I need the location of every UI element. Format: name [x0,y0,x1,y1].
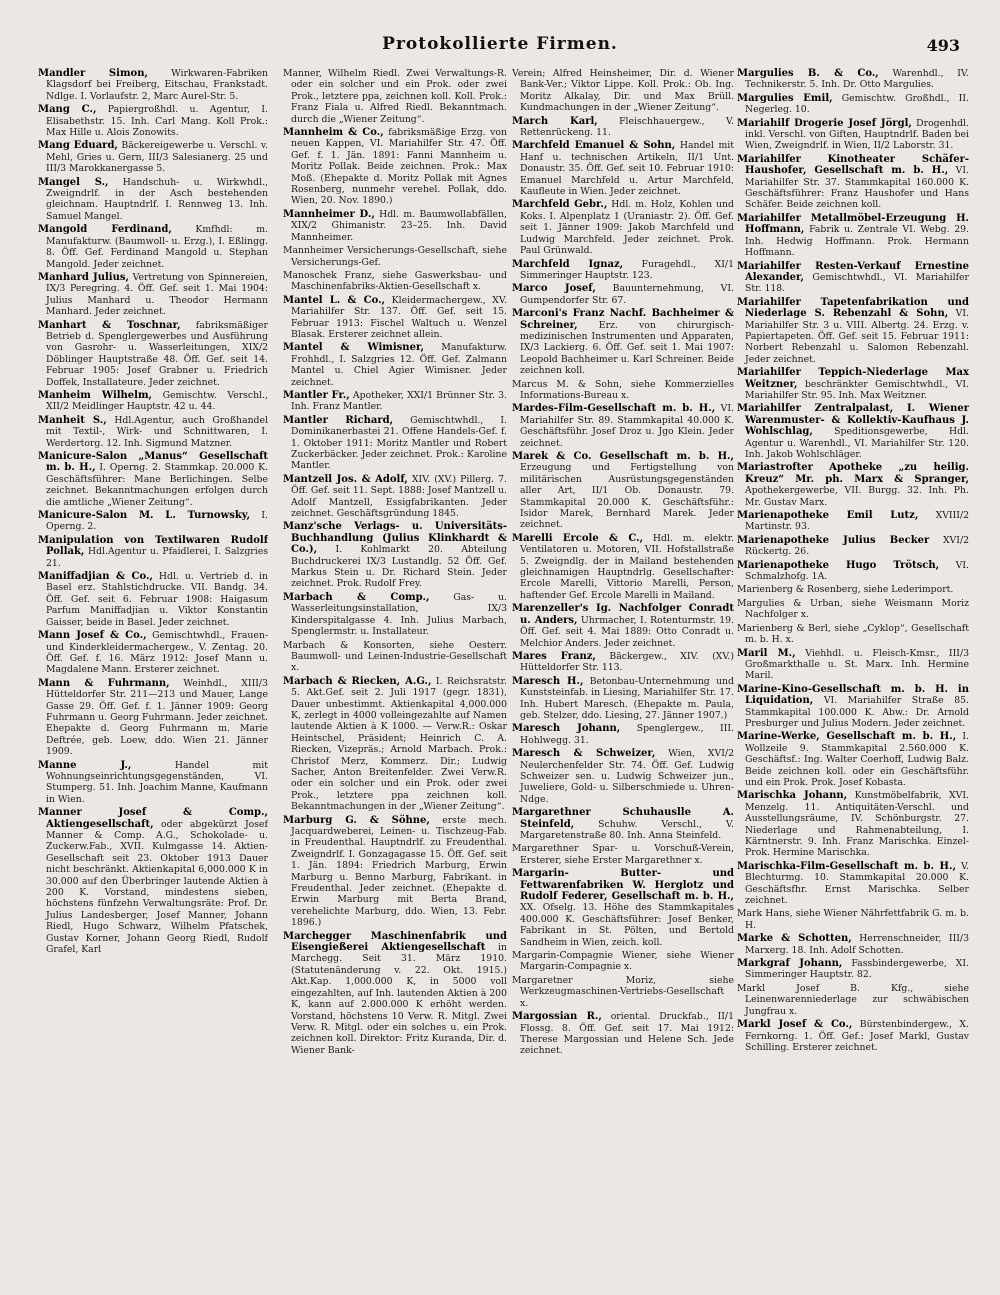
firm-name: Mariahilfer Tapetenfabrikation und Niederlage S. Rebenzahl & Sohn, [737,296,969,320]
firm-name: Mariahilfer Teppich-Niederlage Max Weitzner, [737,367,969,390]
firm-entry [283,676,507,813]
firm-name: Marischka Johann, [737,790,848,802]
firm-name: Mann Josef & Co., [38,630,147,642]
firm-entry [283,270,507,293]
firm-details: Spenglergew., III. Hohlwegg. 31. [520,723,734,746]
firm-details: Margarethner Spar- u. Vorschuß-Verein, Ersterer, siehe Erster Margarethner x. [512,843,734,866]
firm-name: Margulies B. & Co., [737,68,879,79]
firm-details: Gemischtw. Verschl., XII/2 Meidlinger Hauptstr. 42 u. 44. [46,389,268,413]
firm-name: Manicure-Salon „Manus“ Gesellschaft m. b. H., [38,451,268,474]
firm-entry [38,510,268,533]
firm-details: I. Operng. 2. Stammkap. 20.000 K. Geschäftsführer: Mane Berlichingen. Selbe zeichnet. Bekanntmachungen erfolgen durch die amtliche „Wiener Zeitung“. [46,462,268,508]
firm-entry [283,640,507,674]
firm-name: Marburg G. & Söhne, [283,814,430,826]
firm-entry [283,592,507,638]
firm-details: Gemischtwhdl., VI. Mariahilfer Str. 118. [745,271,969,295]
firm-details: Hdl. u. Vertrieb d. in Basel erz. Stahlstichdrucke. VII. Bandg. 34. Öff. Gef. seit 6. Februar 1908: Haigasum Parfum Maniffadjian u. Viktor Konstantin Gaisser, beide in Basel. Jeder zeichnet. [46,571,268,628]
firm-details: Erz. von chirurgisch-medizinischen Instrumenten und Apparaten, IX/3 Lackierg. 6. Öff. Gef. seit 1. Mai 1907: Leopold Bachheimer u. Karl Schreiner. Beide zeichnen koll. [520,319,734,377]
firm-details: Margaretner Moriz, siehe Werkzeugmaschinen-Vertriebs-Gesellschaft x. [512,974,734,1009]
firm-details: Bäckereigewerbe u. Verschl. v. Mehl, Gries u. Gern, III/3 Salesianerg. 25 und III/3 Marokkanergasse 5. [46,140,268,175]
firm-details: Kmfhdl: m. Manufakturw. (Baumwoll- u. Erzg.), I. Eßlingg. 8. Öff. Gef. Ferdinand Mangold u. Stephan Mangold. Jeder zeichnet. [46,224,268,270]
firm-details: Drogenhdl. inkl. Verschl. von Giften, Hauptndrlf. Baden bei Wien, Zweigndrlf. in Wien, II/2 Laborstr. 31. [745,117,969,152]
firm-entry [737,1019,969,1053]
firm-entry [512,975,734,1009]
firm-entry [512,807,734,841]
firm-name: Mann & Fuhrmann, [38,677,170,689]
firm-details: Uhrmacher, I. Rotenturmstr. 19. Öff. Gef. seit 4. Mai 1889: Otto Conradt u. Melchior Anders. Jeder zeichnet. [520,614,734,649]
firm-details: VI. Mariahilfer Str. 89. Stammkapital 40.000 K. Geschäftsführ. Josef Droz u. Jgo Klein. Jeder zeichnet. [520,403,734,449]
firm-name: Marelli Ercole & C., [512,532,644,544]
firm-details: Manner, Wilhelm Riedl. Zwei Verwaltungs-R. oder ein solcher und ein Prok. oder zwei Prok., letztere ppa, zeichnen koll. Koll. Prok.: Franz Fiala u. Alfred Riedl. Bekanntmach. durch die „Wiener Zeitung“. [283,68,507,125]
column-3 [512,68,734,1278]
firm-entry [737,933,969,956]
firm-entry [512,259,734,282]
firm-entry [38,177,268,223]
firm-entry [737,861,969,907]
firm-name: Mangel S., [38,176,109,188]
firm-name: Marischka-Film-Gesellschaft m. b. H., [737,860,956,872]
firm-name: Marbach & Riecken, A.G., [283,675,432,687]
firm-name: Marine-Kino-Gesellschaft m. b. H. in Liquidation, [737,683,969,707]
firm-name: Manne J., [38,759,132,771]
firm-entry [737,731,969,788]
firm-name: Marconi's Franz Nachf. Bachheimer & Schreiner, [512,308,734,331]
firm-name: Mariahilfer Metallmöbel-Erzeugung H. Hoffmann, [737,212,969,236]
firm-entry [512,603,734,649]
firm-name: Marienapotheke Hugo Trötsch, [737,559,940,571]
firm-entry [38,415,268,449]
firm-details: Hdl. m. Holz, Kohlen und Koks. I. Alpenplatz 1 (Uraniastr. 2). Öff. Gef. seit 1. Jänner 1909: Jakob Marchfeld und Ludwig Marchfeld. Jeder zeichnet. Prok. Paul Grünwald. [520,199,734,257]
firm-details: Hdl.Agentur u. Pfaidlerei, I. Salzgries 21. [46,546,268,569]
firm-details: Mannheimer Versicherungs-Gesellschaft, siehe Versicherungs-Gef. [283,245,507,268]
firm-name: Maresch & Schweizer, [512,748,656,760]
firm-name: Marke & Schotten, [737,933,852,945]
firm-name: Manhart & Toschnar, [38,319,181,331]
firm-entry [38,104,268,138]
firm-details: Kleidermachergew., XV. Mariahilfer Str. 137. Öff. Gef. seit 15. Februar 1913: Fischel Waltuch u. Wenzel Blasak. Ersterer zeichnet allein. [291,294,507,340]
firm-details: Marienberg & Berl, siehe „Cyklop“, Gesellschaft m. b. H. x. [737,622,969,646]
firm-name: Mang C., [38,104,97,116]
firm-details: Marienberg & Rosenberg, siehe Lederimport. [737,584,954,596]
firm-entry [737,261,969,295]
firm-entry [737,648,969,682]
firm-name: Mariahilfer Zentralpalast, I. Wiener Warenmuster- & Kollektiv-Kaufhaus J. Wohlschlag, [737,403,969,438]
firm-name: Mariahilfer Resten-Verkauf Ernestine Alexander, [737,260,969,283]
firm-details: Wien, XVI/2 Neulerchenfelder Str. 74. Öff. Gef. Ludwig Schweizer sen. u. Ludwig Schweizer jun., Juweliere, Gold- u. Silberschmiede u. Uhren-Ndge. [520,748,734,805]
firm-entry [512,379,734,402]
firm-details: Apotheker, XXI/1 Brünner Str. 3. Inh. Franz Mantler. [291,389,507,413]
firm-name: Mariastrofter Apotheke „zu heilig. Kreuz“ Mr. ph. Marx & Spranger, [737,462,969,485]
firm-details: Hdl. m. elektr. Ventilatoren u. Motoren, VII. Hofstallstraße 5. Zweigndlg. der in Mailand bestehenden gleichnamigen Hauptndrlg. Gesellschafter: Ercole Marelli, Vittorio Marelli, Person, haftender Gef. Ercole Marelli in Mailand. [520,532,734,601]
firm-name: Marchegger Maschinenfabrik und Eisengießerei Aktiengesellschaft [283,930,507,954]
firm-details: Gemischtw. Großhdl., II. Negerleg. 10. [745,92,969,116]
firm-details: Verein; Alfred Heinsheimer, Dir. d. Wiener Bank-Ver.; Viktor Lippe. Koll. Prok.: Ob. Ing. Moritz Alkalay, Dir. und Max Brüll. Kundmachungen in der „Wiener Zeitung“. [512,68,734,114]
firm-entry [283,815,507,929]
firm-details: Speditionsgewerbe, Hdl. Agentur u. Warenhdl., VI. Mariahilfer Str. 120. Inh. Jakob Wohlschläger. [745,426,969,460]
firm-name: Maresch Johann, [512,723,621,735]
firm-entry [283,245,507,268]
page-title: Protokollierte Firmen. [382,34,618,54]
firm-entry [283,295,507,341]
firm-entry [737,684,969,730]
firm-name: Mantzell Jos. & Adolf, [283,473,408,485]
firm-details: I. Reichsratstr. 5. Akt.Gef. seit 2. Juli 1917 (gegr. 1831), Dauer unbestimmt. Aktienkapital 4,000.000 K, zerlegt in 4000 volleingezahlte auf Namen lautende Aktien à K 1000. — Verw.R.: Oskar Heintschel, Präsident; Heinrich C. A. Riecken, Vizepräs.; Arnold Marbach. Prok.: Christof Merz, Kommerz. Dir.; Ludwig Sacher, Anton Breitenfelder. Zwei Verw.R. oder ein solcher und ein Prok. oder zwei Prok., letztere ppa zeichnen koll. Bekanntmachungen in der „Wiener Zeitung“. [291,675,507,813]
firm-name: Mantel & Wimisner, [283,342,424,354]
firm-entry [737,462,969,508]
firm-details: VI. Mariahilfer Str. 3 u. VIII. Albertg. 24. Erzg. v. Papiertapeten. Öff. Gef. seit 15. Februar 1911: Norbert Rebenzahl u. Salomon Rebenzahl. Jeder zeichnet. [745,308,969,365]
firm-details: beschränkter Gemischtwhdl., VI. Mariahilfer Str. 95. Inh. Max Weitzner. [745,378,969,401]
firm-details: Erzeugung und Fertigstellung von militärischen Ausrüstungsgegenständen aller Art, II/1 Ob. Donaustr. 79. Stammkapital 20.000 K. Geschäftsführ.: Isidor Marek, Bernhard Marek. Jeder zeichnet. [520,462,734,531]
firm-details: Handel mit Hanf u. technischen Artikeln, II/1 Unt. Donaustr. 35. Öff. Gef. seit 10. Februar 1910: Emanuel Marchfeld u. Artur Marchfeld, Kaufleute in Wien. Jeder zeichnet. [520,140,734,198]
firm-details: Manoschek Franz, siehe Gaswerksbau- und Maschinenfabriks-Aktien-Gesellschaft x. [283,269,507,293]
firm-details: Warenhdl., IV. Technikerstr. 5. Inh. Dr. Otto Margulies. [745,68,969,91]
firm-name: Mantler Fr., [283,389,350,401]
firm-entry [512,651,734,674]
firm-name: Marine-Werke, Gesellschaft m. b. H., [737,731,957,743]
firm-details: VI. Schmalzhofg. 1A. [745,559,969,583]
firm-entry [737,118,969,152]
firm-name: Maniffadjian & Co., [38,571,153,583]
firm-entry [38,451,268,508]
firm-details: fabriksmäßige Erzg. von neuen Kappen, VI. Mariahilfer Str. 47. Öff. Gef. f. 1. Jän. 1891: Fanni Mannheim u. Moritz Pollak. Beide zeichnen. Prok.: Max Moß. (Ehepakte d. Moritz Pollak mit Agnes Rosenberg, nunmehr verehel. Pollak, ddo. Wien, 20. Nov. 1890.) [291,127,507,207]
firm-details: XX. Ofselg. 13. Höhe des Stammkapitales 400.000 K. Geschäftsführer: Josef Benker, Fabrikant in St. Pölten, und Bertold Sandheim in Wien, zeich. koll. [520,902,734,948]
firm-details: Fabrik u. Zentrale VI. Webg. 29. Inh. Hedwig Hoffmann. Prok. Hermann Hoffmann. [745,224,969,259]
firm-name: Mardes-Film-Gesellschaft m. b. H., [512,403,716,415]
firm-details: Manufakturw. Frohhdl., I. Salzgries 12. Öff. Gef. Zalmann Mantel u. Chiel Agier Wimisner. Jeder zeichnet. [291,342,507,388]
firm-entry [512,403,734,449]
firm-entry [512,116,734,139]
firm-entry [38,678,268,758]
firm-details: Handschuh- u. Wirkwhdl., Zweigndrlf. in der Asch bestehenden gleichnam. Hauptndrlf. I. Rennweg 13. Inh. Samuel Mangel. [46,176,268,222]
firm-details: Viehhdl. u. Fleisch-Kmsr., III/3 Großmarkthalle u. St. Marx. Inh. Hermine Maril. [745,647,969,682]
column-4 [737,68,969,1278]
page-number: 493 [926,36,960,55]
firm-entry [283,342,507,388]
firm-name: Margarethner Schuhauslle A. Steinfeld, [512,807,734,830]
firm-name: Marbach & Comp., [283,591,430,603]
firm-name: Marco Josef, [512,283,596,295]
firm-entry [38,320,268,388]
firm-entry [38,272,268,318]
firm-entry [737,790,969,858]
firm-details: Hdl.Agentur, auch Großhandel mit Textil-, Wirk- und Schnittwaren, I. Werdertorg. 12. Inh. Sigmund Matzner. [46,414,268,449]
firm-name: Marenzeller's Ig. Nachfolger Conradt u. Anders, [512,603,734,626]
firm-details: VI. Mariahilfer Straße 85. Stammkapital 100.000 K. Abw.: Dr. Arnold Presburger und Julius Modern. Jeder zeichnet. [745,695,969,729]
firm-details: XVIII/2 Martinstr. 93. [745,510,969,533]
firm-entry [38,390,268,413]
firm-details: Bäckergew., XIV. (XV.) Hütteldorfer Str. 113. [520,650,734,674]
firm-name: Manner Josef & Comp., Aktiengesellschaft, [38,807,268,830]
firm-details: Schuhw. Verschl., V. Margaretenstraße 80. Inh. Anna Steinfeld. [520,818,734,841]
firm-details: V. Blechturmg. 10. Stammkapital 20.000 K. Geschäftsfhr. Ernst Marischka. Selber zeichnet. [745,860,969,907]
firm-name: Mandler Simon, [38,68,148,79]
firm-name: Mangold Ferdinand, [38,224,172,236]
firm-entry [512,868,734,948]
firm-entry [737,93,969,116]
firm-details: Fassbindergewerbe, XI. Simmeringer Hauptstr. 82. [745,958,969,981]
firm-details: Herrenschneider, III/3 Marxerg. 18. Inh. Adolf Schotten. [745,933,969,956]
firm-name: Manheim Wilhelm, [38,389,153,401]
firm-details: Apothekergewerbe, VII. Burgg. 32. Inh. Ph. Mr. Gustav Marx. [745,485,969,508]
firm-details: I. Kohlmarkt 20. Abteilung Buchdruckerei IX/3 Lustandlg. 52 Öff. Gef. Markus Stein u. Dr. Richard Stein. Jeder zeichnet. Prok. Rudolf Frey. [291,544,507,590]
firm-details: Mark Hans, siehe Wiener Nährfettfabrik G. m. b. H. [737,908,969,931]
firm-entry [283,931,507,1056]
firm-entry [283,474,507,520]
firm-entry [38,571,268,628]
firm-details: Gemischtwhdl., I. Dominikanerbastei 21. Offene Handels-Gef. f. 1. Oktober 1911: Moritz Mantler und Robert Zuckerbäcker. Jeder zeichnet. Prok.: Karoline Mantler. [291,414,507,472]
firm-entry [737,510,969,533]
firm-details: Bauunternehmung, VI. Gumpendorfer Str. 67. [520,283,734,306]
firm-details: Weinhdl., XIII/3 Hütteldorfer Str. 211—213 und Mauer, Lange Gasse 29. Öff. Gef. f. 1. Jänner 1909: Georg Fuhrmann u. Georg Fuhrmann. Jeder zeichnet. Ehepakte d. Georg Fuhrmann m. Marie Deftrée, geb. Loew, ddo. Wien 21. Jänner 1909. [46,677,268,758]
firm-name: Maresch H., [512,675,584,687]
firm-name: Manz'sche Verlags- u. Universitäts-Buchhandlung (Julius Klinkhardt & Co.), [283,521,507,556]
firm-name: Manipulation von Textilwaren Rudolf Pollak, [38,534,268,558]
firm-entry [737,560,969,583]
firm-entry [737,403,969,460]
firm-entry [512,676,734,722]
firm-details: Papiergroßhdl. u. Agentur, I. Elisabethstr. 15. Inh. Carl Mang. Koll Prok.: Max Hille u. Alois Zonowits. [46,104,268,139]
firm-name: Mariahilfer Kinotheater Schäfer-Haushofer, Gesellschaft m. b. H., [737,153,969,177]
firm-details: oriental. Druckfab., II/1 Flossg. 8. Öff. Gef. seit 17. Mai 1912: Therese Margossian und Helene Sch. Jede zeichnet. [520,1011,734,1057]
firm-entry [737,68,969,91]
firm-details: Marcus M. & Sohn, siehe Kommerzielles Informations-Bureau x. [512,378,734,401]
firm-details: Hdl. m. Baumwollabfällen, XIX/2 Ghimanistr. 23–25. Inh. David Mannheimer. [291,208,507,243]
firm-entry [737,598,969,621]
firm-entry [737,623,969,646]
column-2 [283,68,507,1278]
firm-details: Gas- u. Wasserleitungsinstallation, IX/3 Kinderspitalgasse 4. Inh. Julius Marbach, Spenglermstr. u. Installateur. [291,591,507,638]
firm-details: Marbach & Konsorten, siehe Oesterr. Baumwoll- und Leinen-Industrie-Gesellschaft x. [283,639,507,674]
firm-entry [512,843,734,866]
firm-entry [283,68,507,125]
firm-name: Mantler Richard, [283,414,394,426]
firm-name: Marienapotheke Julius Becker [737,534,930,546]
firm-name: March Karl, [512,115,598,127]
firm-name: Manhard Julius, [38,271,129,283]
firm-entry [512,140,734,197]
firm-entry [737,958,969,981]
firm-name: Mannheim & Co., [283,127,384,139]
firm-entry [283,390,507,413]
firm-details: Margarin-Compagnie Wiener, siehe Wiener Margarin-Compagnie x. [512,950,734,973]
firm-details: Markl Josef B. Kfg., siehe Leinenwarenniederlage zur schwäbischen Jungfrau x. [737,982,969,1017]
firm-entry [512,723,734,746]
firm-entry [737,213,969,259]
firm-name: Mantel L. & Co., [283,294,386,306]
firm-entry [512,283,734,306]
firm-name: Margarin- Butter- und Fettwarenfabriken W. Herglotz und Rudolf Federer, Gesellschaft m. b. H., [512,868,734,903]
firm-entry [283,127,507,207]
firm-entry [737,154,969,211]
firm-name: Marchfeld Gebr., [512,199,608,211]
firm-details: erste mech. Jacquardweberei, Leinen- u. Tischzeug-Fab. in Freudenthal. Hauptndrlf. zu Freudenthal. Zweigndrlf. I. Gonzagagasse 15. Öff. Gef. seit 1. Jän. 1894: Friedrich Marburg, Erwin Marburg u. Benno Marburg, Fabrikant. in Freudenthal. Jeder zeichnet. (Ehepakte d. Erwin Marburg mit Berta Brand, verehelichte Marburg, ddo. Wien, 13. Febr. 1896.) [291,814,507,929]
firm-entry [283,521,507,589]
firm-entry [38,535,268,569]
firm-name: Marchfeld Ignaz, [512,258,624,270]
firm-entry [512,68,734,114]
firm-entry [512,950,734,973]
firm-details: Gemischtwhdl., Frauen- und Kinderkleidermachergew., V. Zentag. 20. Öff. Gef. f. 16. März 1912: Josef Mann u. Magdalene Mann. Ersterer zeichnet. [46,630,268,676]
firm-entry [38,140,268,174]
firm-entry [512,533,734,601]
firm-name: Mares Franz, [512,650,596,662]
firm-name: Marek & Co. Gesellschaft m. b. H., [512,451,734,462]
firm-details: Wirkwaren-Fabriken Klagsdorf bei Freiberg, Eitschau, Frankstadt. Ndlge. I. Vorlaufstr. 2, Marc Aurel-Str. 5. [46,68,268,102]
firm-name: Margulies Emil, [737,92,833,104]
firm-name: Markl Josef & Co., [737,1019,853,1031]
firm-details: VI. Mariahilfer Str. 37. Stammkapital 160.000 K. Geschäftsführer: Franz Haushofer und Hans Schäfer. Beide zeichnen koll. [745,165,969,211]
firm-name: Mannheimer D., [283,208,375,220]
firm-entry [737,297,969,365]
firm-entry [512,1011,734,1057]
firm-entry [38,630,268,676]
firm-name: Markgraf Johann, [737,958,843,970]
firm-details: in Marchegg. Seit 31. März 1910. (Statutenänderung v. 22. Okt. 1915.) Akt.Kap. 1,000.000 K, in 5000 voll eingezahlten, auf Inh. lautenden Aktien à 200 K, kann auf 2.000.000 K erhöht werden. Vorstand, höchstens 10 Verw. R. Mitgl. Zwei Verw. R. Mitgl. oder ein solches u. ein Prok. zeichnen koll. Direktor: Fritz Kuranda, Dir. d. Wiener Bank- [291,942,507,1056]
firm-entry [38,807,268,955]
firm-entry [737,983,969,1017]
firm-details: XVI/2 Rückertg. 26. [745,534,969,558]
firm-name: Margossian R., [512,1011,602,1023]
firm-details: I. Operng. 2. [46,510,268,533]
firm-details: Bürstenbindergew., X. Fernkorng. 1. Öff. Gef.: Josef Markl, Gustav Schilling. Ersterer zeichnet. [745,1019,969,1053]
firm-entry [283,415,507,472]
column-1 [38,68,268,1278]
firm-entry [512,308,734,376]
firm-entry [512,451,734,531]
firm-entry [512,748,734,805]
firm-name: Mang Eduard, [38,140,118,152]
firm-entry [38,760,268,806]
firm-name: Marienapotheke Emil Lutz, [737,510,919,522]
firm-entry [737,535,969,558]
firm-details: Furagehdl., XI/1 Simmeringer Hauptstr. 123. [520,258,734,281]
firm-details: oder abgekürzt Josef Manner & Comp. A.G., Schokolade- u. Zuckerw.Fab., XVII. Kulmgasse 14. Aktien-Gesellschaft seit 23. Oktober 1913 Dauer nicht beschränkt. Aktienkapital 6,000.000 K in 30.000 auf den Überbringer lautende Aktien à 200 K. Vorstand, mindestens sieben, höchstens fünfzehn Verwaltungsräte: Prof. Dr. Julius Landesberger, Josef Manner, Johann Riedl, Hugo Schwarz, Wilhelm Pfatschek, Gustav Korner, Johann Georg Riedl, Rudolf Grafel, Karl [46,818,268,956]
firm-name: Mariahilf Drogerie Josef Jörgl, [737,117,912,129]
firm-name: Marchfeld Emanuel & Sohn, [512,140,676,152]
firm-name: Manheit S., [38,414,107,426]
firm-entry [512,199,734,256]
firm-details: Vertretung von Spinnereien, IX/3 Peregring. 4. Öff. Gef. seit 1. Mai 1904: Julius Manhard u. Theodor Hermann Manhard. Jeder zeichnet. [46,271,268,318]
firm-entry [737,367,969,401]
firm-entry [38,68,268,102]
firm-entry [283,209,507,243]
firm-details: I. Wollzeile 9. Stammkapital 2.560.000 K. Geschäftsf.: Ing. Walter Coerhoff, Ludwig Balz. Beide zeichnen koll. oder ein Geschäftsführ. und ein Prok. Prok. Josef Kobasta. [745,731,969,788]
firm-name: Manicure-Salon M. L. Turnowsky, [38,510,251,522]
firm-details: Handel mit Wohnungseinrichtungsgegenständen, VI. Stumperg. 51. Inh. Joachim Manne, Kaufmann in Wien. [46,759,268,805]
firm-name: Maril M., [737,647,796,659]
firm-entry [38,224,268,270]
firm-details: fabriksmäßiger Betrieb d. Spenglergewerbes und Ausführung von Gasrohr- u. Wasserleitungen, XIX/2 Döblinger Hauptstraße 48. Öff. Gef. seit 14. Februar 1905: Josef Grabner u. Friedrich Doffek, Installateure. Jeder zeichnet. [46,319,268,388]
firm-details: Kunstmöbelfabrik, XVI. Menzelg. 11. Antiquitäten-Verschl. und Ausstellungsräume, IV. Schönburgstr. 27. Niederlage und Rahmenabteilung, I. Kärntnerstr. 9. Inh. Franz Marischka. Einzel-Prok. Hermine Marischka. [745,790,969,859]
firm-details: Fleischhauergew., V. Rettenrückeng. 11. [520,115,734,139]
firm-details: XIV. (XV.) Pillerg. 7. Öff. Gef. seit 11. Sept. 1888: Josef Mantzell u. Adolf Mantzell, Essigfabrikanten. Jeder zeichnet. Geschäftsgründung 1845. [291,473,507,520]
firm-details: Betonbau-Unternehmung und Kunststeinfab. in Liesing, Mariahilfer Str. 17. Inh. Hubert Maresch. (Ehepakte m. Paula, geb. Stelzer, ddo. Liesing, 27. Jänner 1907.) [520,675,734,721]
firm-details: Margulies & Urban, siehe Weismann Moriz Nachfolger x. [737,597,969,621]
page-header [0,34,1000,64]
firm-entry [737,584,969,595]
firm-entry [737,908,969,931]
